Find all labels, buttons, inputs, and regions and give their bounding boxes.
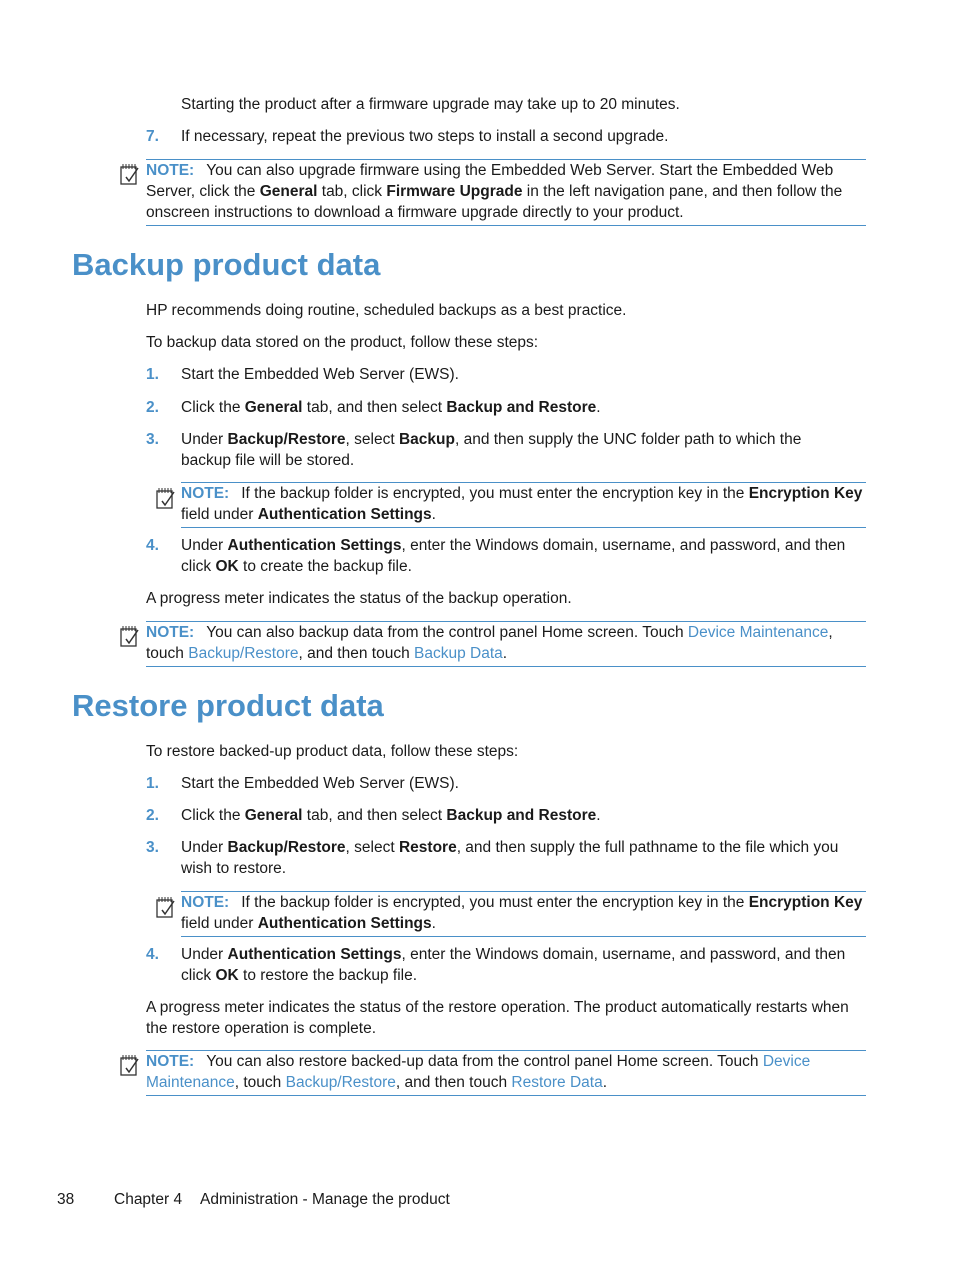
- step-number: 4.: [146, 537, 159, 554]
- section-heading-backup: Backup product data: [72, 247, 381, 282]
- paragraph: A progress meter indicates the status of the restore operation. The product automatically restarts when the restore operation is complete.: [146, 999, 849, 1037]
- paragraph: To restore backed-up product data, follow these steps:: [146, 743, 519, 760]
- link-backup-restore[interactable]: Backup/Restore: [188, 645, 299, 662]
- step-text: Under Authentication Settings, enter the Windows domain, username, and password, and then click OK to restore the backup file.: [181, 946, 846, 984]
- note-text: in the left navigation pane, and then follow the onscreen instructions to download a firmware upgrade directly to your product.: [146, 183, 843, 221]
- link-backup-restore[interactable]: Backup/Restore: [285, 1074, 396, 1091]
- note-bold: Firmware Upgrade: [386, 183, 523, 200]
- note-icon: [119, 162, 141, 186]
- step-text: Under Backup/Restore, select Backup, and then supply the UNC folder path to which the backup file will be stored.: [181, 431, 802, 469]
- step-text: Start the Embedded Web Server (EWS).: [181, 775, 459, 792]
- note-bold: General: [259, 183, 318, 200]
- link-restore-data[interactable]: Restore Data: [511, 1074, 603, 1091]
- step-number: 3.: [146, 839, 159, 856]
- note-icon: [155, 895, 177, 919]
- note-icon: [119, 1053, 141, 1077]
- paragraph: To backup data stored on the product, follow these steps:: [146, 334, 539, 351]
- note-text: tab, click: [317, 183, 387, 200]
- paragraph: A progress meter indicates the status of the backup operation.: [146, 590, 572, 607]
- link-device-maintenance[interactable]: Device Maintenance: [146, 1053, 811, 1091]
- note-box: [146, 159, 866, 226]
- step-text: If necessary, repeat the previous two steps to install a second upgrade.: [181, 128, 669, 145]
- step-text: Click the General tab, and then select Backup and Restore.: [181, 399, 601, 416]
- note-icon: [155, 486, 177, 510]
- link-backup-data[interactable]: Backup Data: [414, 645, 503, 662]
- note-box: NOTE: You can also restore backed-up data from the control panel Home screen. Touch Device Maintenance, touch Backup/Restore, and then touch Restore Data.: [146, 1050, 866, 1096]
- step-text: Start the Embedded Web Server (EWS).: [181, 366, 459, 383]
- step-text: Under Authentication Settings, enter the Windows domain, username, and password, and then click OK to create the backup file.: [181, 537, 846, 575]
- note-box: NOTE: If the backup folder is encrypted, you must enter the encryption key in the Encryption Key field under Authentication Settings.: [181, 891, 866, 937]
- step-number: 3.: [146, 431, 159, 448]
- step-number: 7.: [146, 128, 159, 145]
- footer-chapter: Chapter 4: [114, 1191, 183, 1208]
- note-text: You can also upgrade firmware using the Embedded Web Server. Start the Embedded Web Server, click the: [146, 162, 834, 200]
- link-device-maintenance[interactable]: Device Maintenance: [687, 624, 829, 641]
- note-box: NOTE: If the backup folder is encrypted, you must enter the encryption key in the Encryption Key field under Authentication Settings.: [181, 482, 866, 528]
- step-number: 4.: [146, 946, 159, 963]
- step-text: Under Backup/Restore, select Restore, and then supply the full pathname to the file which you wish to restore.: [181, 839, 839, 877]
- step-number: 2.: [146, 399, 159, 416]
- section-heading-restore: Restore product data: [72, 688, 384, 723]
- step-text: Click the General tab, and then select Backup and Restore.: [181, 807, 601, 824]
- continued-paragraph: Starting the product after a firmware upgrade may take up to 20 minutes.: [181, 96, 680, 113]
- note-icon: [119, 624, 141, 648]
- step-number: 2.: [146, 807, 159, 824]
- paragraph: HP recommends doing routine, scheduled backups as a best practice.: [146, 302, 627, 319]
- step-number: 1.: [146, 366, 159, 383]
- footer-section: Administration - Manage the product: [200, 1191, 450, 1208]
- step-number: 1.: [146, 775, 159, 792]
- page-number: 38: [57, 1191, 75, 1208]
- note-box: NOTE: You can also backup data from the control panel Home screen. Touch Device Maintenance, touch Backup/Restore, and then touch Backup Data.: [146, 621, 866, 667]
- note-label: NOTE:: [146, 162, 195, 179]
